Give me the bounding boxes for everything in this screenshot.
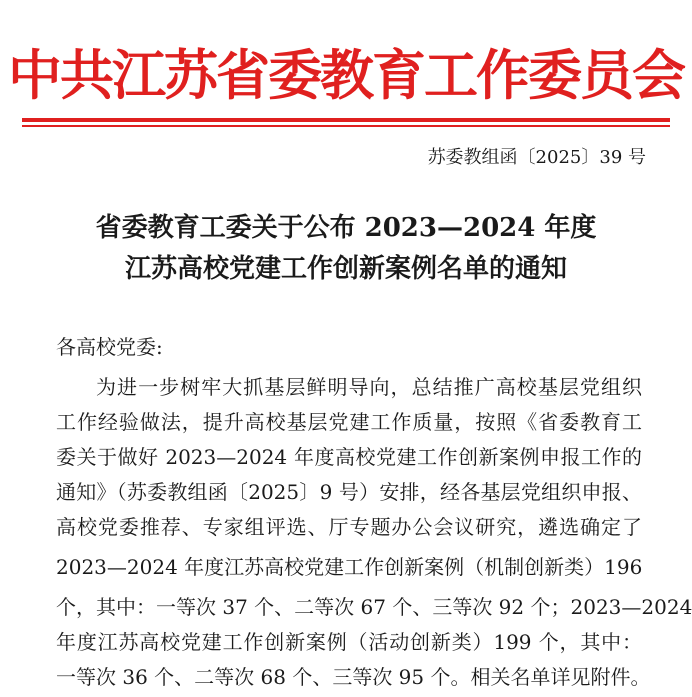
document-title-line-2: 江苏高校党建工作创新案例名单的通知 xyxy=(124,254,567,284)
paragraph-line: 工作经验做法，提升高校基层党建工作质量，按照《省委教育工 xyxy=(56,410,642,434)
document-number: 苏委教组函〔2025〕39 号 xyxy=(427,147,646,168)
paragraph-line: 一等次 36 个、二等次 68 个、三等次 95 个。相关名单详见附件。 xyxy=(56,665,651,689)
paragraph-line: 委关于做好 2023—2024 年度高校党建工作创新案例申报工作的 xyxy=(56,445,642,469)
salutation: 各高校党委: xyxy=(56,335,163,359)
document-title-line-1: 省委教育工委关于公布 2023—2024 年度 xyxy=(95,213,597,243)
red-header-rule-thick xyxy=(22,118,670,122)
paragraph-line: 个，其中：一等次 37 个、二等次 67 个、三等次 92 个；2023—2024 xyxy=(56,595,692,619)
paragraph-line: 2023—2024 年度江苏高校党建工作创新案例（机制创新类）196 xyxy=(56,555,643,579)
paragraph-line: 为进一步树牢大抓基层鲜明导向，总结推广高校基层党组织 xyxy=(96,375,642,399)
red-header-rule-thin xyxy=(22,125,670,127)
paragraph-line: 年度江苏高校党建工作创新案例（活动创新类）199 个，其中： xyxy=(56,630,642,654)
issuer-masthead: 中共江苏省委教育工作委员会 xyxy=(8,43,684,107)
paragraph-line: 高校党委推荐、专家组评选、厅专题办公会议研究，遴选确定了 xyxy=(56,515,642,539)
paragraph-line: 通知》（苏委教组函〔2025〕9 号）安排，经各基层党组织申报、 xyxy=(56,480,642,504)
